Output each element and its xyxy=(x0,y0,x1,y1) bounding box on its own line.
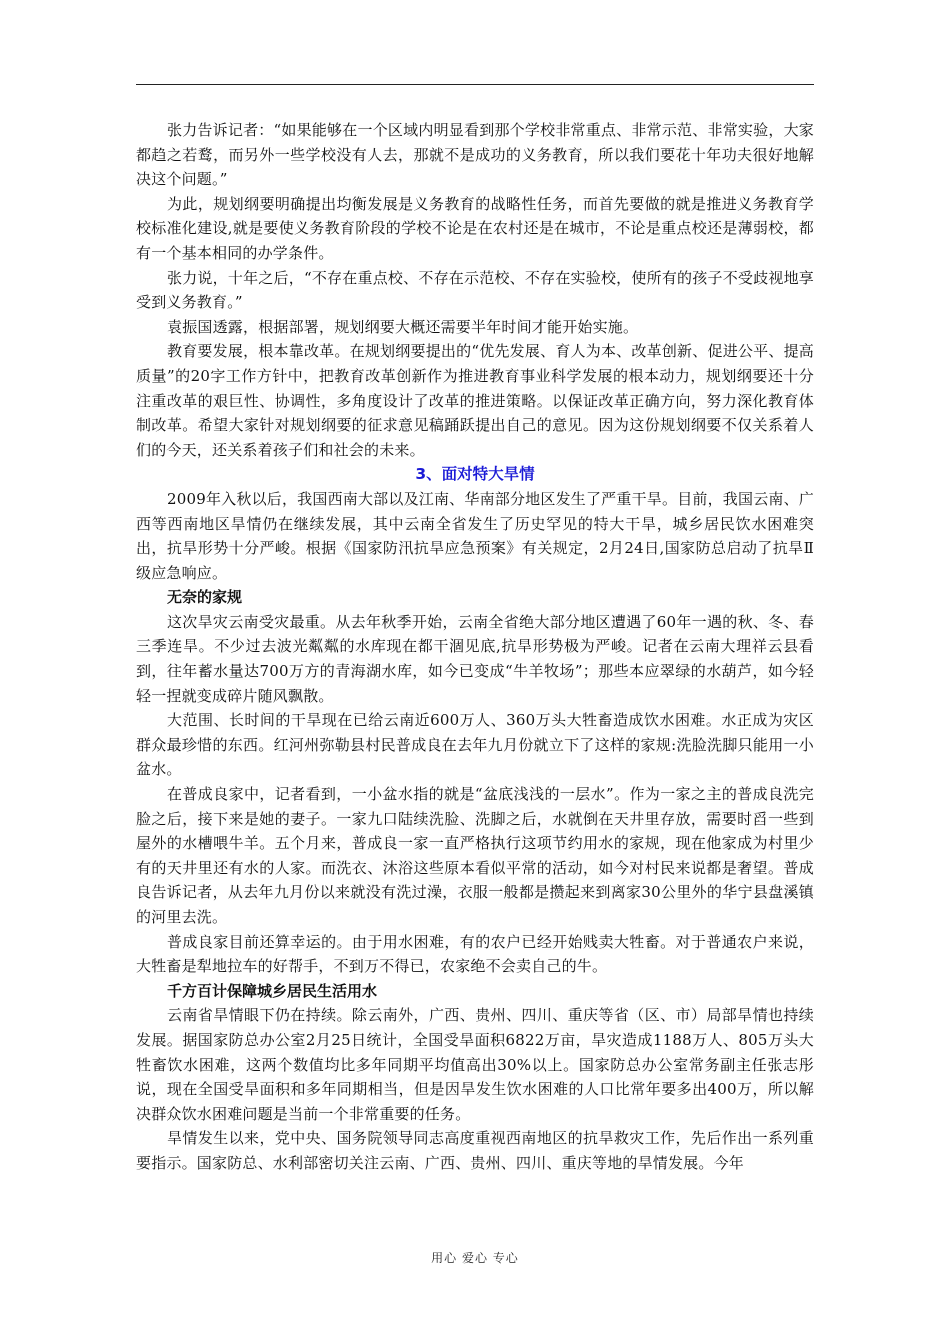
subsection-title: 无奈的家规 xyxy=(167,588,243,607)
paragraph: 大范围、长时间的干旱现在已给云南近600万人、360万头大牲畜造成饮水困难。水正成为灾区群众最珍惜的东西。红河州弥勒县村民普成良在去年九月份就立下了这样的家规:洗脸洗脚只能用一小盆水。 xyxy=(136,711,814,779)
paragraph: 在普成良家中，记者看到，一小盆水指的就是“盆底浅浅的一层水”。作为一家之主的普成良洗完脸之后，接下来是她的妻子。一家九口陆续洗脸、洗脚之后，水就倒在天井里存放，需要时舀一些到屋外的水槽喂牛羊。五个月来，普成良一家一直严格执行这项节约用水的家规，现在他家成为村里少有的天井里还有水的人家。而洗衣、沐浴这些原本看似平常的活动，如今对村民来说都是奢望。普成良告诉记者，从去年九月份以来就没有洗过澡，衣服一般都是攒起来到离家30公里外的华宁县盘溪镇的河里去洗。 xyxy=(136,785,814,926)
paragraph: 2009年入秋以后，我国西南大部以及江南、华南部分地区发生了严重干旱。目前，我国云南、广西等西南地区旱情仍在继续发展，其中云南全省发生了历史罕见的特大干旱，城乡居民饮水困难突出，抗旱形势十分严峻。根据《国家防汛抗旱应急预案》有关规定，2月24日,国家防总启动了抗旱Ⅱ级应急响应。 xyxy=(136,489,814,582)
section-title: 3、面对特大旱情 xyxy=(415,465,535,484)
paragraph: 为此，规划纲要明确提出均衡发展是义务教育的战略性任务，而首先要做的就是推进义务教育学校标准化建设,就是要使义务教育阶段的学校不论是在农村还是在城市，不论是重点校还是薄弱校，都有一个基本相同的办学条件。 xyxy=(136,194,814,262)
paragraph: 云南省旱情眼下仍在持续。除云南外，广西、贵州、四川、重庆等省（区、市）局部旱情也持续发展。据国家防总办公室2月25日统计，全国受旱面积6822万亩，旱灾造成1188万人、805万头大牲畜饮水困难，这两个数值均比多年同期平均值高出30%以上。国家防总办公室常务副主任张志彤说，现在全国受旱面积和多年同期相当，但是因旱发生饮水困难的人口比常年要多出400万，所以解决群众饮水困难问题是当前一个非常重要的任务。 xyxy=(136,1006,814,1123)
subsection-title: 千方百计保障城乡居民生活用水 xyxy=(167,981,378,1000)
paragraph: 张力说，十年之后，“不存在重点校、不存在示范校、不存在实验校，使所有的孩子不受歧视地享受到义务教育。” xyxy=(136,268,814,312)
document-body xyxy=(136,118,814,1176)
paragraph: 张力告诉记者：“如果能够在一个区域内明显看到那个学校非常重点、非常示范、非常实验，大家都趋之若鹜，而另外一些学校没有人去，那就不是成功的义务教育，所以我们要花十年功夫很好地解决这个问题。” xyxy=(136,121,814,189)
paragraph: 袁振国透露，根据部署，规划纲要大概还需要半年时间才能开始实施。 xyxy=(167,317,639,336)
paragraph: 普成良家目前还算幸运的。由于用水困难，有的农户已经开始贱卖大牲畜。对于普通农户来说，大牲畜是犁地拉车的好帮手，不到万不得已，农家绝不会卖自己的牛。 xyxy=(136,932,814,976)
header-rule xyxy=(136,84,814,85)
paragraph: 教育要发展，根本靠改革。在规划纲要提出的“优先发展、育人为本、改革创新、促进公平、提高质量”的20字工作方针中，把教育改革创新作为推进教育事业科学发展的根本动力，规划纲要还十分注重改革的艰巨性、协调性，多角度设计了改革的推进策略。以保证改革正确方向，努力深化教育体制改革。希望大家针对规划纲要的征求意见稿踊跃提出自己的意见。因为这份规划纲要不仅关系着人们的今天，还关系着孩子们和社会的未来。 xyxy=(136,342,814,459)
paragraph: 这次旱灾云南受灾最重。从去年秋季开始，云南全省绝大部分地区遭遇了60年一遇的秋、冬、春三季连旱。不少过去波光粼粼的水库现在都干涸见底,抗旱形势极为严峻。记者在云南大理祥云县看到，往年蓄水量达700万方的青海湖水库，如今已变成“牛羊牧场”；那些本应翠绿的水葫芦，如今轻轻一捏就变成碎片随风飘散。 xyxy=(136,612,814,705)
paragraph: 旱情发生以来，党中央、国务院领导同志高度重视西南地区的抗旱救灾工作，先后作出一系列重要指示。国家防总、水利部密切关注云南、广西、贵州、四川、重庆等地的旱情发展。今年 xyxy=(136,1129,814,1172)
page-footer: 用心 爱心 专心 xyxy=(431,1251,519,1265)
